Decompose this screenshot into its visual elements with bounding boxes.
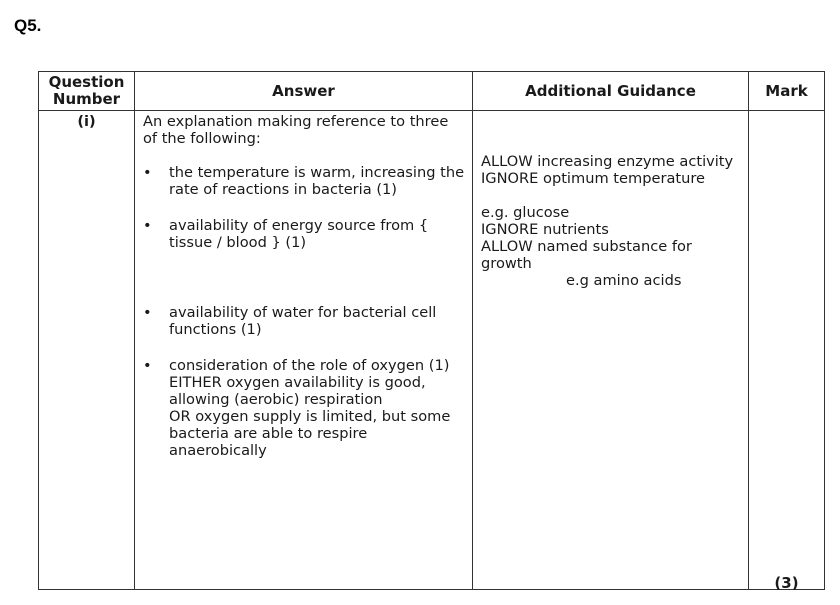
point-text: availability of energy source from { tissue / blood } (1) [169, 217, 429, 251]
header-additional-guidance: Additional Guidance [473, 72, 749, 111]
header-row [39, 72, 825, 111]
mark-cell [749, 111, 825, 590]
bullet: • [143, 164, 152, 181]
oxygen-either: EITHER oxygen availability is good, allowing (aerobic) respiration [169, 374, 426, 408]
point-text: the temperature is warm, increasing the rate of reactions in bacteria (1) [169, 164, 465, 198]
header-mark: Mark [749, 72, 825, 111]
answer-points [143, 164, 466, 459]
guidance-cell [473, 111, 749, 590]
guidance-ignore-nutrients: IGNORE nutrients [481, 221, 609, 238]
point-text: consideration of the role of oxygen (1) [169, 357, 450, 374]
point-text: availability of water for bacterial cell functions (1) [169, 304, 437, 338]
mark-value: (3) [774, 574, 799, 592]
guidance-ignore-optimum: IGNORE optimum temperature [481, 170, 706, 187]
guidance-allow-enzyme: ALLOW increasing enzyme activity [481, 153, 734, 170]
question-number-cell: (i) [39, 111, 135, 590]
guidance-amino-acids: e.g amino acids [566, 272, 682, 289]
mark-scheme-table [38, 71, 825, 590]
point-oxygen [143, 357, 466, 459]
guidance-glucose: e.g. glucose [481, 204, 570, 221]
answer-intro: An explanation making reference to three of the following: [143, 113, 449, 147]
point-temperature [143, 164, 466, 198]
bullet: • [143, 357, 152, 374]
oxygen-or: OR oxygen supply is limited, but some bacteria are able to respire anaerobically [169, 408, 451, 459]
header-answer: Answer [135, 72, 473, 111]
question-label: Q5. [14, 16, 42, 35]
answer-cell [135, 111, 473, 590]
answer-row [39, 111, 825, 590]
bullet: • [143, 304, 152, 321]
point-energy [143, 217, 466, 251]
bullet: • [143, 217, 152, 234]
header-question-number: Question Number [39, 72, 135, 111]
point-water [143, 304, 466, 338]
guidance-allow-named-substance: ALLOW named substance for growth [481, 238, 692, 272]
